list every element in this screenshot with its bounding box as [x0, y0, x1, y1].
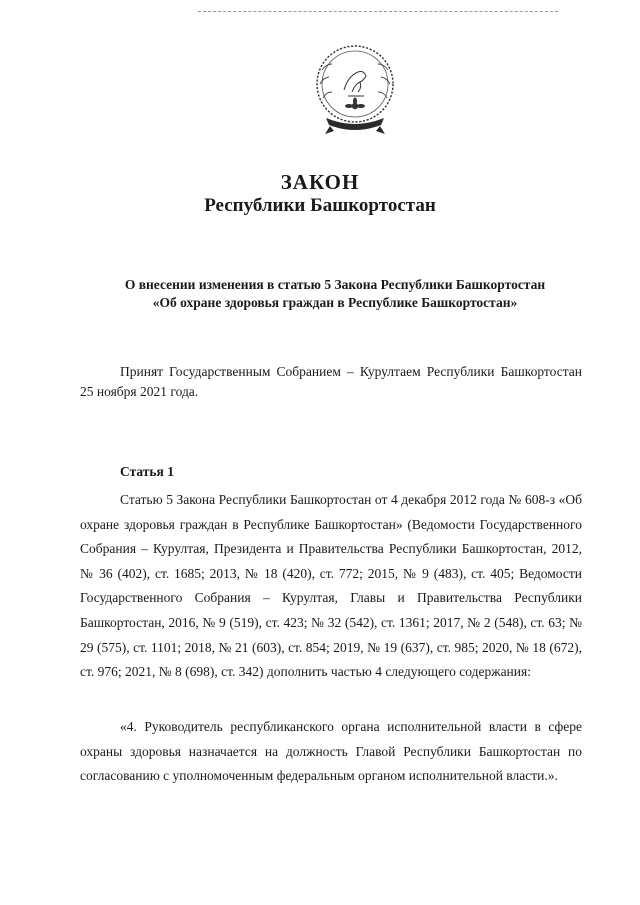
- law-subject-line: «Об охране здоровья граждан в Республике Башкортостан»: [152, 295, 518, 310]
- document-title: ЗАКОН: [280, 170, 360, 194]
- law-subject-line: О внесении изменения в статью 5 Закона Республики Башкортостан: [124, 277, 546, 292]
- article-quote: «4. Руководитель республиканского органа исполнительной власти в сфере охраны здоровья назначается на должность Главой Республики Башкортостан по согласованию с уполномоченным федеральным органом исполнительной власти.».: [80, 719, 582, 784]
- article-heading: Статья 1: [120, 464, 174, 479]
- article-body: Статью 5 Закона Республики Башкортостан от 4 декабря 2012 года № 608-з «Об охране здоровья граждан в Республике Башкортостан» (Ведомости Государственного Собрания – Курултая, Президента и Правительства Республики Башкортостан, 2012, № 36 (402), ст. 1685; 2013, № 18 (420), ст. 772; 2015, № 9 (483), ст. 405; Ведомости Государственного Собрания – Курултая, Главы и Правительства Республики Башкортостан, 2016, № 9 (519), ст. 423; № 32 (542), ст. 1361; 2017, № 2 (548), ст. 63; № 29 (575), ст. 1101; 2018, № 21 (603), ст. 854; 2019, № 19 (637), ст. 985; 2020, № 18 (672), ст. 976; 2021, № 8 (698), ст. 342) дополнить частью 4 следующего содержания:: [80, 492, 582, 680]
- coat-of-arms-emblem-icon: [308, 40, 402, 140]
- scan-top-rule: [198, 11, 558, 12]
- adoption-statement: Принят Государственным Собранием – Курултаем Республики Башкортостан 25 ноября 2021 года.: [80, 364, 582, 399]
- law-subject: [80, 276, 590, 312]
- document-subtitle: Республики Башкортостан: [204, 195, 436, 216]
